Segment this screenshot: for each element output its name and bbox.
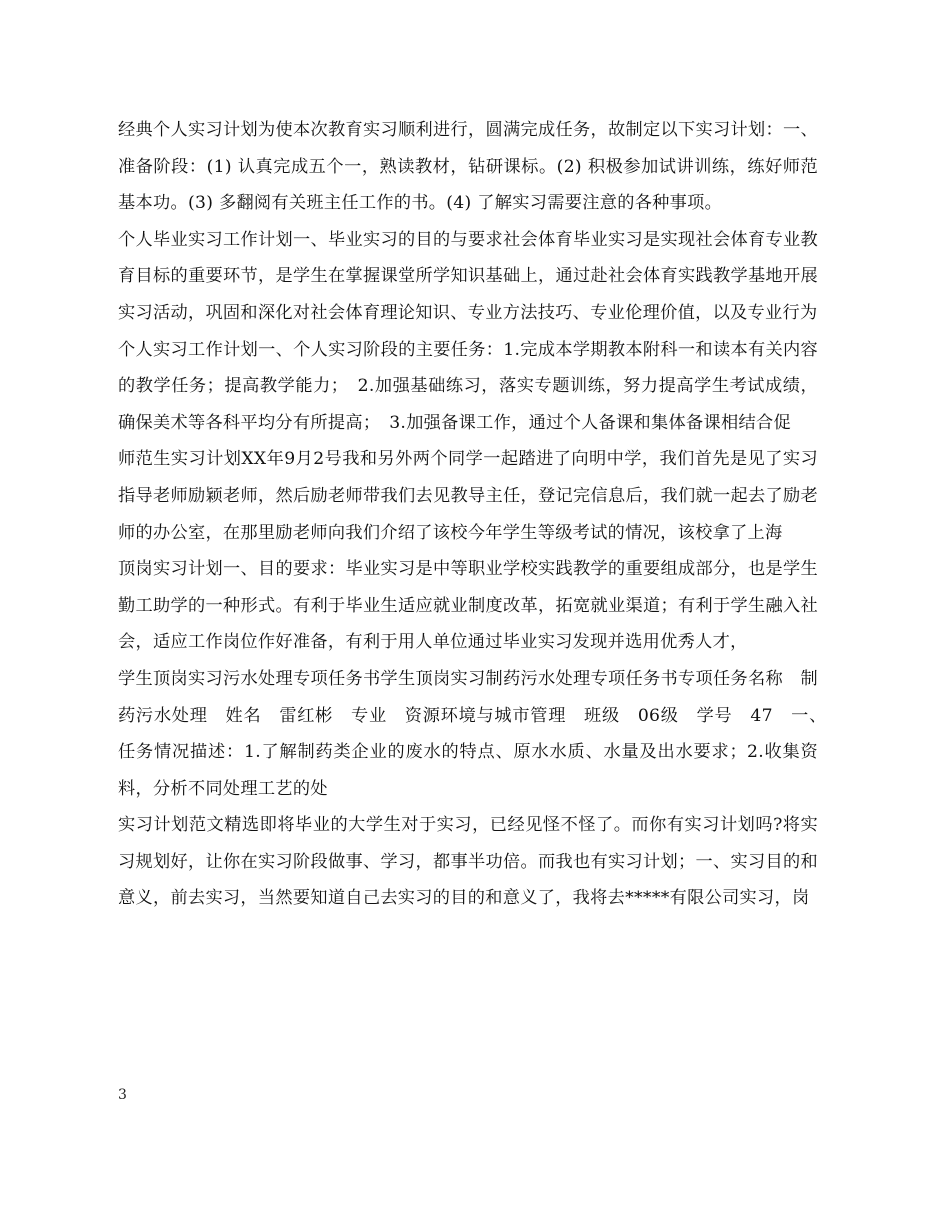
page-number: 3 (118, 1087, 127, 1103)
paragraph-3: 个人实习工作计划一、个人实习阶段的主要任务：1.完成本学期教本附科一和读本有关内容的教学任务；提高教学能力； 2.加强基础练习，落实专题训练，努力提高学生考试成绩，确保美术等各科平均分有所提高； 3.加强备课工作，通过个人备课和集体备课相结合促 (118, 339, 818, 433)
paragraph-4: 师范生实习计划XX年9月2号我和另外两个同学一起踏进了向明中学，我们首先是见了实习指导老师励颖老师，然后励老师带我们去见教导主任，登记完信息后，我们就一起去了励老师的办公室，在那里励老师向我们介绍了该校今年学生等级考试的情况，该校拿了上海 (118, 449, 818, 543)
paragraph-6: 学生顶岗实习污水处理专项任务书学生顶岗实习制药污水处理专项任务书专项任务名称 制药污水处理 姓名 雷红彬 专业 资源环境与城市管理 班级 06级 学号 47 一、 任务情况描述：1.了解制药类企业的废水的特点、原水水质、水量及出水要求；2.收集资料，分析不同处理工艺的处 (118, 668, 836, 799)
document-body (118, 112, 836, 917)
paragraph-5: 顶岗实习计划一、目的要求：毕业实习是中等职业学校实践教学的重要组成部分，也是学生勤工助学的一种形式。有利于毕业生适应就业制度改革，拓宽就业渠道；有利于学生融入社会，适应工作岗位作好准备，有利于用人单位通过毕业实习发现并选用优秀人才， (118, 559, 818, 653)
paragraph-2: 个人毕业实习工作计划一、毕业实习的目的与要求社会体育毕业实习是实现社会体育专业教育目标的重要环节，是学生在掌握课堂所学知识基础上，通过赴社会体育实践教学基地开展实习活动，巩固和深化对社会体育理论知识、专业方法技巧、专业伦理价值，以及专业行为 (118, 229, 818, 323)
paragraph-7: 实习计划范文精选即将毕业的大学生对于实习，已经见怪不怪了。而你有实习计划吗?将实习规划好，让你在实习阶段做事、学习，都事半功倍。而我也有实习计划；一、实习目的和意义，前去实习，当然要知道自己去实习的目的和意义了，我将去*****有限公司实习，岗 (118, 815, 818, 909)
paragraph-1: 经典个人实习计划为使本次教育实习顺利进行，圆满完成任务，故制定以下实习计划：一、准备阶段：(1) 认真完成五个一，熟读教材，钻研课标。(2) 积极参加试讲训练，练好师范基本功。(3) 多翻阅有关班主任工作的书。(4) 了解实习需要注意的各种事项。 (118, 120, 818, 214)
